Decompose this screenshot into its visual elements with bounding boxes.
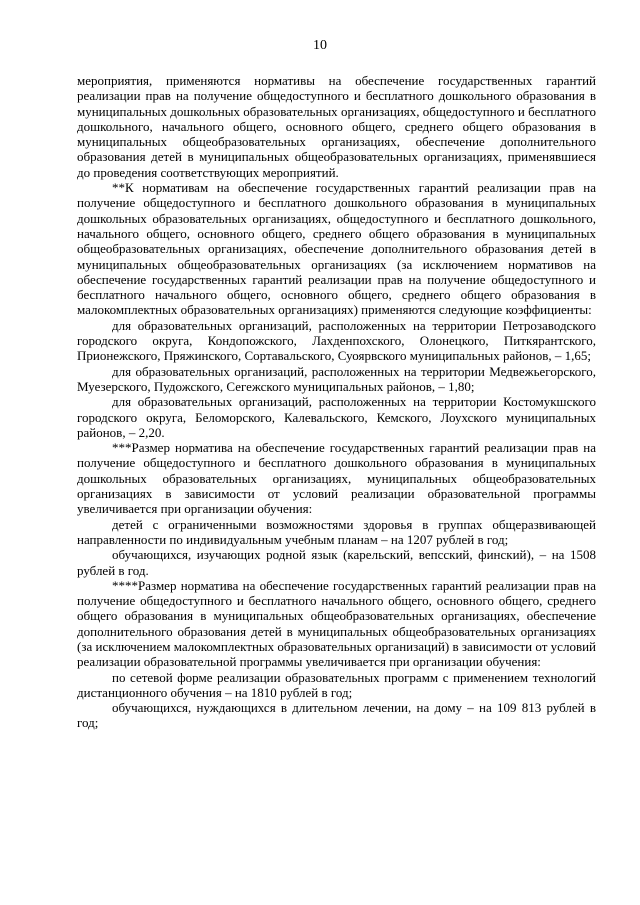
paragraph: для образовательных организаций, расположенных на территории Костомукшского городского округа, Беломорского, Калевальского, Кемского, Лоухского муниципальных районов, – 2,20. <box>77 394 596 440</box>
paragraph: для образовательных организаций, расположенных на территории Медвежьегорского, Муезерского, Пудожского, Сегежского муниципальных районов, – 1,80; <box>77 363 596 394</box>
paragraph: ***Размер норматива на обеспечение государственных гарантий реализации прав на получение общедоступного и бесплатного дошкольного образования в муниципальных дошкольных образовательных организациях, муниципальных общеобразовательных организациях в зависимости от условий реализации образовательной программы увеличивается при организации обучения: <box>77 440 596 517</box>
paragraph: детей с ограниченными возможностями здоровья в группах общеразвивающей направленности по индивидуальным учебным планам – на 1207 рублей в год; <box>77 516 596 547</box>
page-number: 10 <box>313 38 327 53</box>
paragraph: обучающихся, нуждающихся в длительном лечении, на дому – на 109 813 рублей в год; <box>77 700 596 731</box>
paragraph: мероприятия, применяются нормативы на обеспечение государственных гарантий реализации прав на получение общедоступного и бесплатного дошкольного образования в муниципальных дошкольных образовательных организациях, общедоступного и бесплатного дошкольного, начального общего, основного общего, среднего общего образования в муниципальных общеобразовательных организациях, обеспечение дополнительного образования детей в муниципальных общеобразовательных организациях, применявшиеся до проведения соответствующих мероприятий. <box>77 73 596 180</box>
paragraph: для образовательных организаций, расположенных на территории Петрозаводского городского округа, Кондопожского, Лахденпохского, Олонецкого, Питкярантского, Прионежского, Пряжинского, Сортавальского, Суоярвского муниципальных районов, – 1,65; <box>77 317 596 364</box>
paragraph: **К нормативам на обеспечение государственных гарантий реализации прав на получение общедоступного и бесплатного дошкольного образования в муниципальных дошкольных образовательных организациях, общедоступного и бесплатного дошкольного, начального общего, основного общего, среднего общего образования в муниципальных общеобразовательных организациях, обеспечение дополнительного образования детей в муниципальных общеобразовательных организациях (за исключением нормативов на обеспечение государственных гарантий реализации прав на получение общедоступного и бесплатного начального общего, основного общего, среднего общего образования в малокомплектных образовательных организациях) применяются следующие коэффициенты: <box>77 180 596 318</box>
paragraph: по сетевой форме реализации образовательных программ с применением технологий дистанционного обучения – на 1810 рублей в год; <box>77 669 596 700</box>
paragraph: ****Размер норматива на обеспечение государственных гарантий реализации прав на получение общедоступного и бесплатного начального общего, основного общего, среднего общего образования в муниципальных общеобразовательных организациях, обеспечение дополнительного образования детей в муниципальных общеобразовательных организациях (за исключением малокомплектных образовательных организаций) в зависимости от условий реализации образовательной программы увеличивается при организации обучения: <box>77 577 596 670</box>
document-body <box>77 73 596 731</box>
paragraph: обучающихся, изучающих родной язык (карельский, вепсский, финский), – на 1508 рублей в год. <box>77 547 596 578</box>
